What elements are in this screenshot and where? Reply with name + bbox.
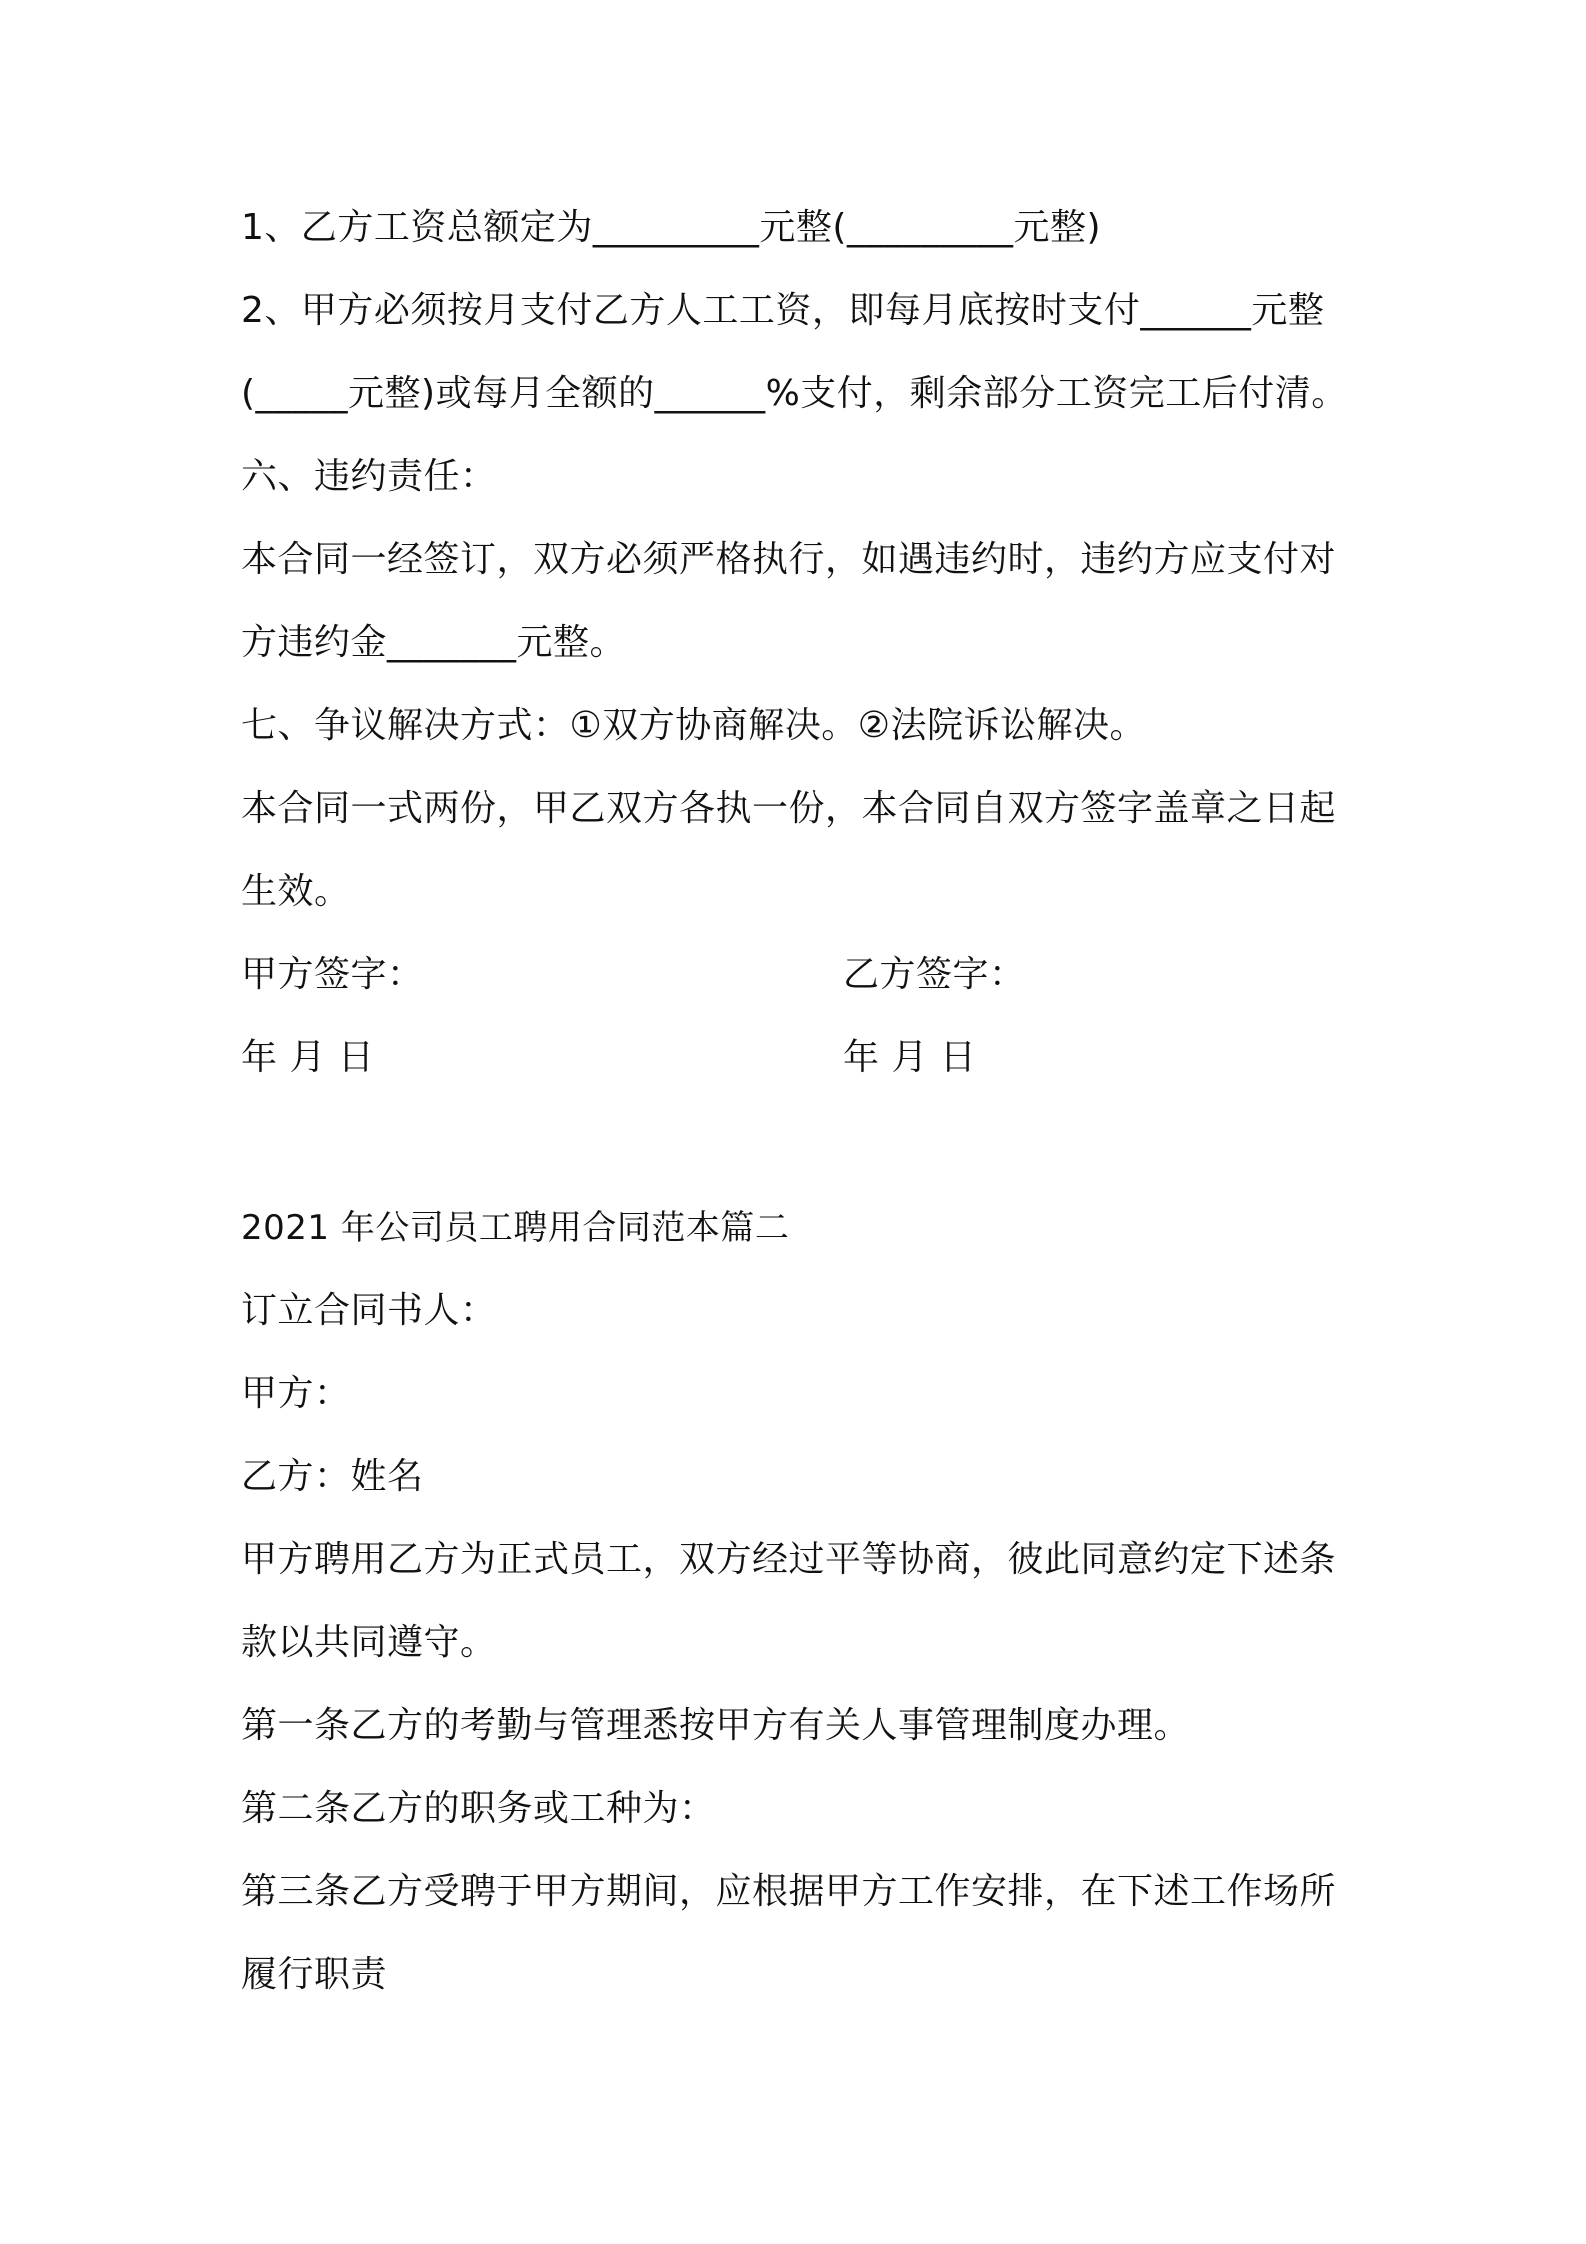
intro-paragraph-line1: 甲方聘用乙方为正式员工，双方经过平等协商，彼此同意约定下述条	[241, 1539, 1337, 1580]
salary-total-clause: 1、乙方工资总额定为_________元整(_________元整)	[241, 207, 1101, 248]
party-a-date: 年 月 日	[241, 1037, 375, 1078]
dispute-resolution-clause: 七、争议解决方式：①双方协商解决。②法院诉讼解决。	[241, 705, 1147, 746]
copies-clause-line2: 生效。	[241, 871, 351, 912]
breach-clause-line1: 本合同一经签订，双方必须严格执行，如遇违约时，违约方应支付对	[241, 539, 1337, 580]
party-a-label: 甲方：	[241, 1373, 351, 1414]
party-a-signature-label: 甲方签字：	[241, 954, 424, 995]
breach-heading: 六、违约责任：	[241, 456, 497, 497]
party-b-date: 年 月 日	[843, 1037, 977, 1078]
contract-signer-label: 订立合同书人：	[241, 1290, 497, 1331]
article-three-line2: 履行职责	[241, 1954, 388, 1995]
article-three-line1: 第三条乙方受聘于甲方期间，应根据甲方工作安排，在下述工作场所	[241, 1871, 1337, 1912]
article-one: 第一条乙方的考勤与管理悉按甲方有关人事管理制度办理。	[241, 1705, 1191, 1746]
party-b-signature-label: 乙方签字：	[843, 954, 1026, 995]
intro-paragraph-line2: 款以共同遵守。	[241, 1622, 497, 1663]
party-b-label: 乙方：姓名	[241, 1456, 424, 1497]
section-two-title: 2021 年公司员工聘用合同范本篇二	[241, 1208, 790, 1248]
monthly-payment-clause-line2: (_____元整)或每月全额的______%支付，剩余部分工资完工后付清。	[241, 373, 1348, 414]
monthly-payment-clause-line1: 2、甲方必须按月支付乙方人工工资，即每月底按时支付______元整	[241, 290, 1325, 331]
article-two: 第二条乙方的职务或工种为：	[241, 1788, 716, 1829]
copies-clause-line1: 本合同一式两份，甲乙双方各执一份，本合同自双方签字盖章之日起	[241, 788, 1337, 829]
breach-clause-line2: 方违约金_______元整。	[241, 622, 627, 663]
